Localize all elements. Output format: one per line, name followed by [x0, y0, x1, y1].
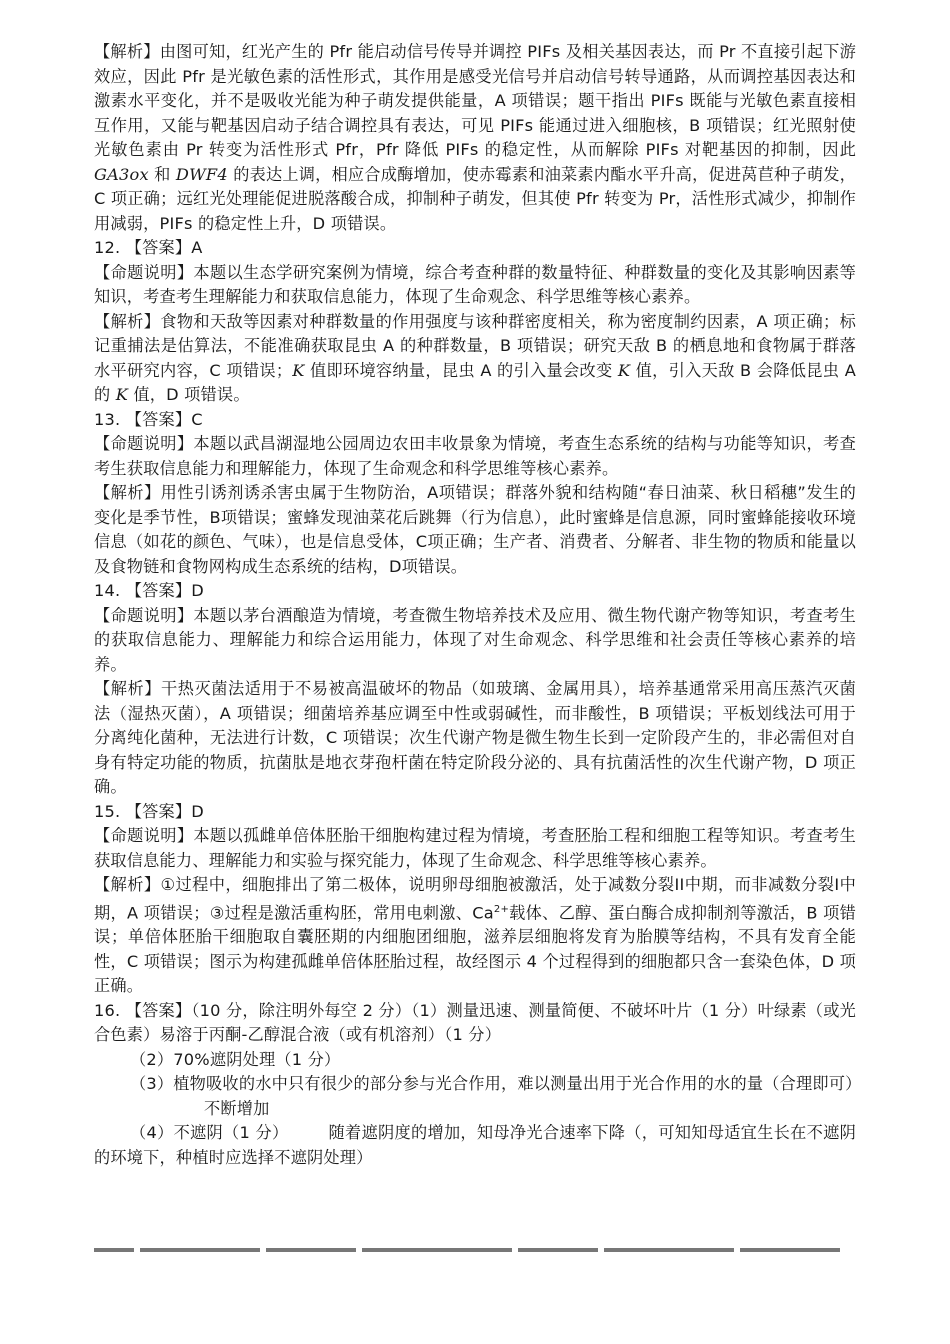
k-symbol: K [292, 360, 305, 380]
q12-analysis [94, 310, 856, 408]
description-label: 【命题说明】 [94, 605, 194, 625]
answer-text: （3）植物吸收的水中只有很少的部分参与光合作用，难以测量出用于光合作用的水的量（合理即可） [130, 1074, 862, 1094]
cropped-next-line [94, 1248, 856, 1254]
analysis-label: 【解析】 [94, 483, 161, 502]
q16-answer-2: （2）70%遮阴处理（1 分） [130, 1049, 341, 1069]
description-text: 本题以茅台酒酿造为情境，考查微生物培养技术及应用、微生物代谢产物等知识，考查考生的获取信息能力、理解能力和综合运用能力，体现了对生命观念、科学思维和社会责任等核心素养的培养。 [94, 605, 857, 674]
gene-name: DWF4 [175, 164, 228, 184]
q14-description [94, 604, 856, 678]
gene-name: GA3ox [94, 164, 149, 184]
q16-answer-3 [94, 1072, 862, 1121]
analysis-text: 值，D 项错误。 [128, 385, 250, 404]
description-text: 本题以孤雌单倍体胚胎干细胞构建过程为情境，考查胚胎工程和细胞工程等知识。考查考生获取信息能力、理解能力和实验与探究能力，体现了生命观念、科学思维等核心素养。 [94, 826, 857, 870]
analysis-label: 【解析】 [94, 875, 161, 894]
q15-answer: 15. 【答案】D [94, 801, 204, 821]
k-symbol: K [115, 385, 129, 404]
q12-description [94, 261, 856, 310]
description-text: 本题以生态学研究案例为情境，综合考查种群的数量特征、种群数量的变化及其影响因素等知识，考查考生理解能力和获取信息能力，体现了生命观念、科学思维等核心素养。 [94, 262, 857, 306]
description-text: 本题以武昌湖湿地公园周边农田丰收景象为情境，考查生态系统的结构与功能等知识，考查考生获取信息能力和理解能力，体现了生命观念和科学思维等核心素养。 [94, 434, 857, 478]
q14-answer: 14. 【答案】D [94, 581, 204, 600]
description-label: 【命题说明】 [94, 434, 194, 453]
analysis-text: 的表达上调，相应合成酶增加，使赤霉素和油菜素内酯水平升高，促进莴苣种子萌发，C 项正确；远红光处理能促进脱落酸合成，抑制种子萌发，但其使 Pfr 转变为 Pr，活性形式减少，抑制作用减弱，PIFs 的稳定性上升，D 项错误。 [94, 164, 856, 233]
q15-description [94, 824, 856, 873]
answer-text: 不断增加 [204, 1098, 270, 1118]
analysis-text: 用性引诱剂诱杀害虫属于生物防治，A项错误；群落外貌和结构随“春日油菜、秋日稻穗”发生的变化是季节性，B项错误；蜜蜂发现油菜花后跳舞（行为信息），此时蜜蜂是信息源，同时蜜蜂能接收环境信息（如花的颜色、气味），也是信息受体，C项正确；生产者、消费者、分解者、非生物的物质和能量以及食物链和食物网构成生态系统的结构，D项错误。 [94, 483, 856, 576]
k-symbol: K [617, 360, 631, 380]
analysis-label: 【解析】 [94, 679, 161, 698]
analysis-text: 值，引入天敌 B 会降低昆虫 A 的 [94, 360, 856, 404]
q11-analysis [94, 40, 856, 236]
description-label: 【命题说明】 [94, 262, 194, 282]
superscript: 2+ [493, 903, 510, 915]
analysis-text: 值即环境容纳量，昆虫 A 的引入量会改变 [304, 360, 618, 380]
description-label: 【命题说明】 [94, 826, 194, 845]
q16-answer-4 [94, 1121, 856, 1170]
q15-analysis [94, 873, 856, 999]
answer-text: （4）不遮阴（1 分） [130, 1123, 289, 1143]
q12-answer: 12. 【答案】A [94, 238, 203, 257]
q14-analysis [94, 677, 856, 800]
q13-description [94, 432, 856, 481]
analysis-text: 干热灭菌法适用于不易被高温破坏的物品（如玻璃、金属用具），培养基通常采用高压蒸汽灭菌法（湿热灭菌），A 项错误；细菌培养基应调至中性或弱碱性，而非酸性，B 项错误；平板划线法可用于分离纯化菌种，无法进行计数，C 项错误；次生代谢产物是微生物生长到一定阶段产生的，非必需但对自身有特定功能的物质，抗菌肽是地衣芽孢杆菌在特定阶段分泌的、具有抗菌活性的次生代谢产物，D 项正确。 [94, 679, 856, 796]
q16-answer: 16. 【答案】（10 分，除注明外每空 2 分）（1）测量迅速、测量简便、不破坏叶片（1 分）叶绿素（或光合色素）易溶于丙酮-乙醇混合液（或有机溶剂）（1 分） [94, 1000, 856, 1045]
answer-text: 随着遮阴度的增加，知母净光合速率下降（，可知知母适宜生长在不遮阴的环境下，种植时应选择不遮阴处理） [94, 1123, 856, 1167]
analysis-label: 【解析】 [94, 42, 160, 61]
analysis-text: 由图可知，红光产生的 Pfr 能启动信号传导并调控 PIFs 及相关基因表达，而 Pr 不直接引起下游效应，因此 Pfr 是光敏色素的活性形式，其作用是感受光信号并启动信号转导通路，从而调控基因表达和激素水平变化，并不是吸收光能为种子萌发提供能量，A 项错误；题干指出 PIFs 既能与光敏色素直接相互作用，又能与靶基因启动子结合调控具有表达，可见 PIFs 能通过进入细胞核，B 项错误；红光照射使光敏色素由 Pr 转变为活性形式 Pfr，Pfr 降低 PIFs 的稳定性，从而解除 PIFs 对靶基因的抑制，因此 [94, 42, 856, 159]
document-page [94, 40, 862, 1170]
analysis-text: 食物和天敌等因素对种群数量的作用强度与该种群密度相关，称为密度制约因素，A 项正确；标记重捕法是估算法，不能准确获取昆虫 A 的种群数量，B 项错误；研究天敌 B 的栖息地和食物属于群落水平研究内容，C 项错误； [94, 311, 856, 380]
q13-analysis [94, 481, 856, 579]
q13-answer: 13. 【答案】C [94, 409, 203, 429]
conjunction: 和 [148, 164, 176, 184]
analysis-text: 载体、乙醇、蛋白酶合成抑制剂等激活，B 项错误；单倍体胚胎干细胞取自囊胚期的内细胞团细胞，滋养层细胞将发育为胎膜等结构，不具有发育全能性，C 项错误；图示为构建孤雌单倍体胚胎过程，故经图示 4 个过程得到的细胞都只含一套染色体，D 项正确。 [94, 902, 856, 996]
analysis-label: 【解析】 [94, 311, 161, 331]
analysis-text: ①过程中，细胞排出了第二极体，说明卵母细胞被激活，处于减数分裂II中期，而非减数分裂I中期，A 项错误；③过程是激活重构胚，常用电刺激、Ca [94, 875, 856, 922]
